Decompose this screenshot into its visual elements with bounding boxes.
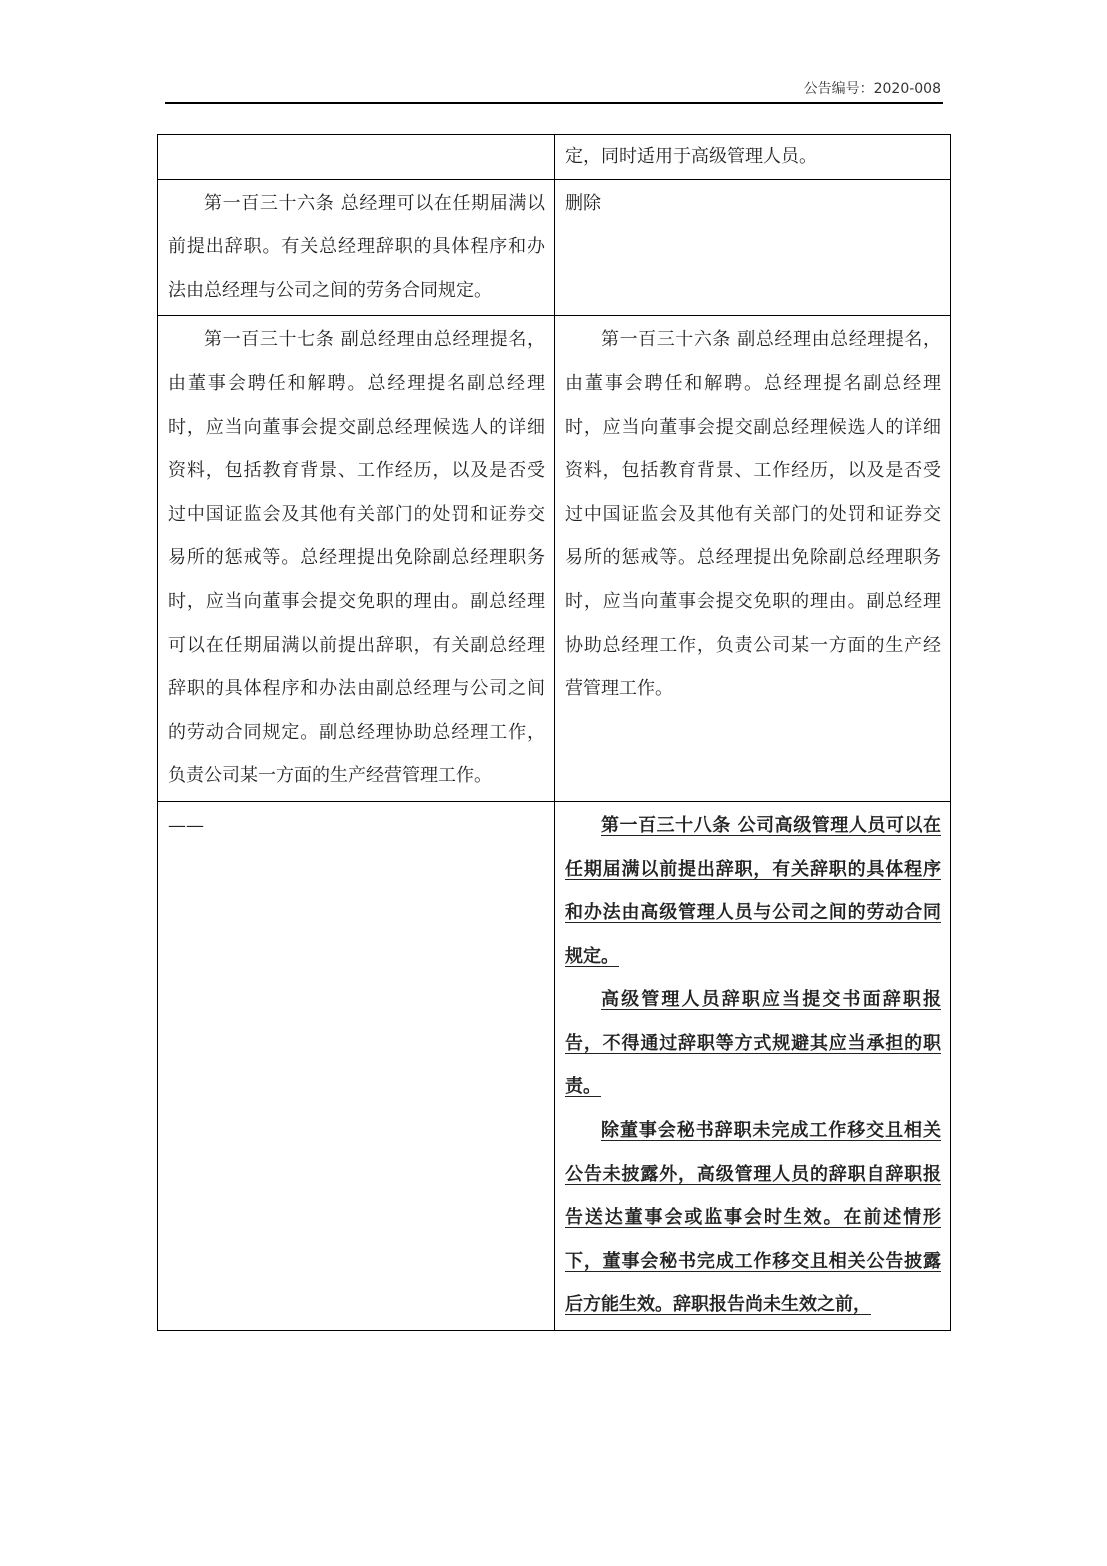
revised-text: 定，同时适用于高级管理人员。	[565, 146, 817, 167]
original-text: 第一百三十七条 副总经理由总经理提名，由董事会聘任和解聘。总经理提名副总经理时，应当向董事会提交副总经理候选人的详细资料，包括教育背景、工作经历，以及是否受过中国证监会及其他有关部门的处罚和证券交易所的惩戒等。总经理提出免除副总经理职务时，应当向董事会提交免职的理由。副总经理可以在任期届满以前提出辞职，有关副总经理辞职的具体程序和办法由副总经理与公司之间的劳动合同规定。副总经理协助总经理工作，负责公司某一方面的生产经营管理工作。	[168, 329, 545, 787]
original-text: 第一百三十六条 总经理可以在任期届满以前提出辞职。有关总经理辞职的具体程序和办法由总经理与公司之间的劳务合同规定。	[168, 192, 545, 301]
table-row	[158, 179, 951, 316]
revised-text-cell	[555, 179, 951, 316]
announcement-number: 公告编号：2020-008	[803, 81, 941, 97]
revised-text: 第一百三十六条 副总经理由总经理提名，由董事会聘任和解聘。总经理提名副总经理时，应当向董事会提交副总经理候选人的详细资料，包括教育背景、工作经历，以及是否受过中国证监会及其他有关部门的处罚和证券交易所的惩戒等。总经理提出免除副总经理职务时，应当向董事会提交免职的理由。副总经理协助总经理工作，负责公司某一方面的生产经营管理工作。	[565, 329, 941, 700]
original-text-cell	[158, 135, 555, 180]
original-text-cell	[158, 316, 555, 802]
revised-text-cell	[555, 316, 951, 802]
original-text-cell	[158, 179, 555, 316]
revised-text-cell	[555, 135, 951, 180]
revised-text-cell	[555, 801, 951, 1330]
page-header	[165, 78, 943, 104]
revised-text: 删除	[565, 192, 601, 214]
original-text: ——	[168, 814, 204, 836]
revised-text-paragraph-1: 第一百三十八条 公司高级管理人员可以在任期届满以前提出辞职，有关辞职的具体程序和办法由高级管理人员与公司之间的劳动合同规定。	[565, 814, 941, 967]
table-row	[158, 801, 951, 1330]
table-row	[158, 135, 951, 180]
revised-text-paragraph-2: 高级管理人员辞职应当提交书面辞职报告，不得通过辞职等方式规避其应当承担的职责。	[565, 989, 941, 1098]
table-row	[158, 316, 951, 802]
revised-text-paragraph-3: 除董事会秘书辞职未完成工作移交且相关公告未披露外，高级管理人员的辞职自辞职报告送达董事会或监事会时生效。在前述情形下，董事会秘书完成工作移交且相关公告披露后方能生效。辞职报告尚未生效之前，	[565, 1120, 941, 1316]
original-text-cell	[158, 801, 555, 1330]
amendment-comparison-table	[157, 134, 951, 1331]
